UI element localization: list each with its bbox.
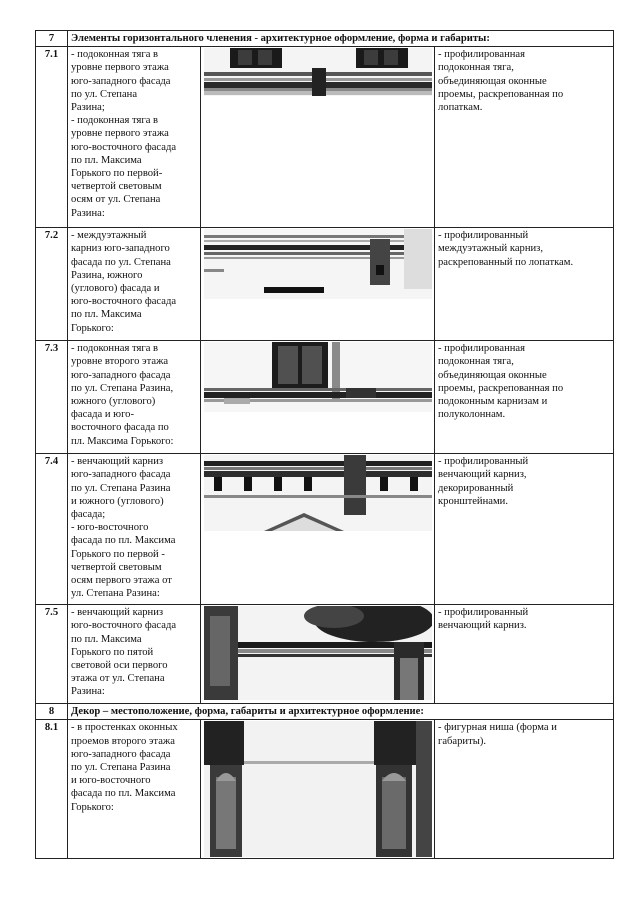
- section-number: 8: [36, 704, 68, 720]
- item-location: [68, 454, 201, 605]
- protection-subject-table: [35, 30, 614, 859]
- item-location-text: - в простенках оконных проемов второго этажа юго-западного фасада по ул. Степана Разина и юго-восточного фасада по пл. Максима Горького:: [71, 722, 178, 813]
- table-row: [36, 605, 614, 704]
- item-location-text: - междуэтажный карниз юго-западного фасада по ул. Степана Разина, южного (углового) фасада и юго-восточного фасада по пл. Максима Горького:: [71, 230, 177, 334]
- item-location: [68, 720, 201, 859]
- photo-intermediate-cornice: [204, 229, 432, 299]
- item-location: [68, 228, 201, 341]
- photo-crowning-cornice-tree: [204, 606, 432, 700]
- item-description: - профилированная подоконная тяга, объединяющая оконные проемы, раскрепованная по подоконным карнизам и полуколоннам.: [435, 341, 614, 454]
- item-photo: [201, 228, 435, 341]
- table-row: [36, 720, 614, 859]
- section-header-row: [36, 704, 614, 720]
- item-description: - профилированный венчающий карниз, декорированный кронштейнами.: [435, 454, 614, 605]
- item-location: [68, 605, 201, 704]
- item-location-text: - венчающий карниз юго-восточного фасада по пл. Максима Горького по пятой световой оси первого этажа от ул. Степана Разина:: [71, 607, 177, 698]
- item-number: 7.1: [36, 47, 68, 228]
- table-row: [36, 47, 614, 228]
- item-location-text: - подоконная тяга в уровне второго этажа юго-западного фасада по ул. Степана Разина, южного (углового) фасада и юго- восточного фасада по пл. Максима Горького:: [71, 343, 174, 447]
- item-description: - профилированный междуэтажный карниз, раскрепованный по лопаткам.: [435, 228, 614, 341]
- item-number: 8.1: [36, 720, 68, 859]
- item-photo: [201, 720, 435, 859]
- item-description: - профилированный венчающий карниз.: [435, 605, 614, 704]
- photo-windows-sill: [204, 48, 432, 226]
- item-number: 7.2: [36, 228, 68, 341]
- section-title: Элементы горизонтального членения - архитектурное оформление, форма и габариты:: [68, 31, 614, 47]
- photo-second-floor-sill: [204, 342, 432, 412]
- item-description: - фигурная ниша (форма и габариты).: [435, 720, 614, 859]
- item-number: 7.3: [36, 341, 68, 454]
- section-title: Декор – местоположение, форма, габариты и архитектурное оформление:: [68, 704, 614, 720]
- item-location-text: - подоконная тяга в уровне первого этажа юго-западного фасада по ул. Степана Разина; - подоконная тяга в уровне первого этажа юго-восточного фасада по пл. Максима Горького по первой- четвертой световым осям от ул. Степана Разина:: [71, 49, 177, 219]
- item-photo: [201, 605, 435, 704]
- item-location-text: - венчающий карниз юго-западного фасада по ул. Степана Разина и южного (углового) фасада; - юго-восточного фасада по пл. Максима Горького по первой - четвертой световым осям первого этажа от ул. Степана Разина:: [71, 456, 176, 600]
- section-number: 7: [36, 31, 68, 47]
- item-photo: [201, 341, 435, 454]
- item-number: 7.5: [36, 605, 68, 704]
- photo-figured-niche: [204, 721, 432, 857]
- table-row: [36, 454, 614, 605]
- photo-crowning-cornice-brackets: [204, 455, 432, 531]
- section-header-row: [36, 31, 614, 47]
- table-row: [36, 341, 614, 454]
- item-location: [68, 47, 201, 228]
- item-location: [68, 341, 201, 454]
- item-number: 7.4: [36, 454, 68, 605]
- item-photo: [201, 47, 435, 228]
- item-description: - профилированная подоконная тяга, объединяющая оконные проемы, раскрепованная по лопаткам.: [435, 47, 614, 228]
- item-photo: [201, 454, 435, 605]
- table-row: [36, 228, 614, 341]
